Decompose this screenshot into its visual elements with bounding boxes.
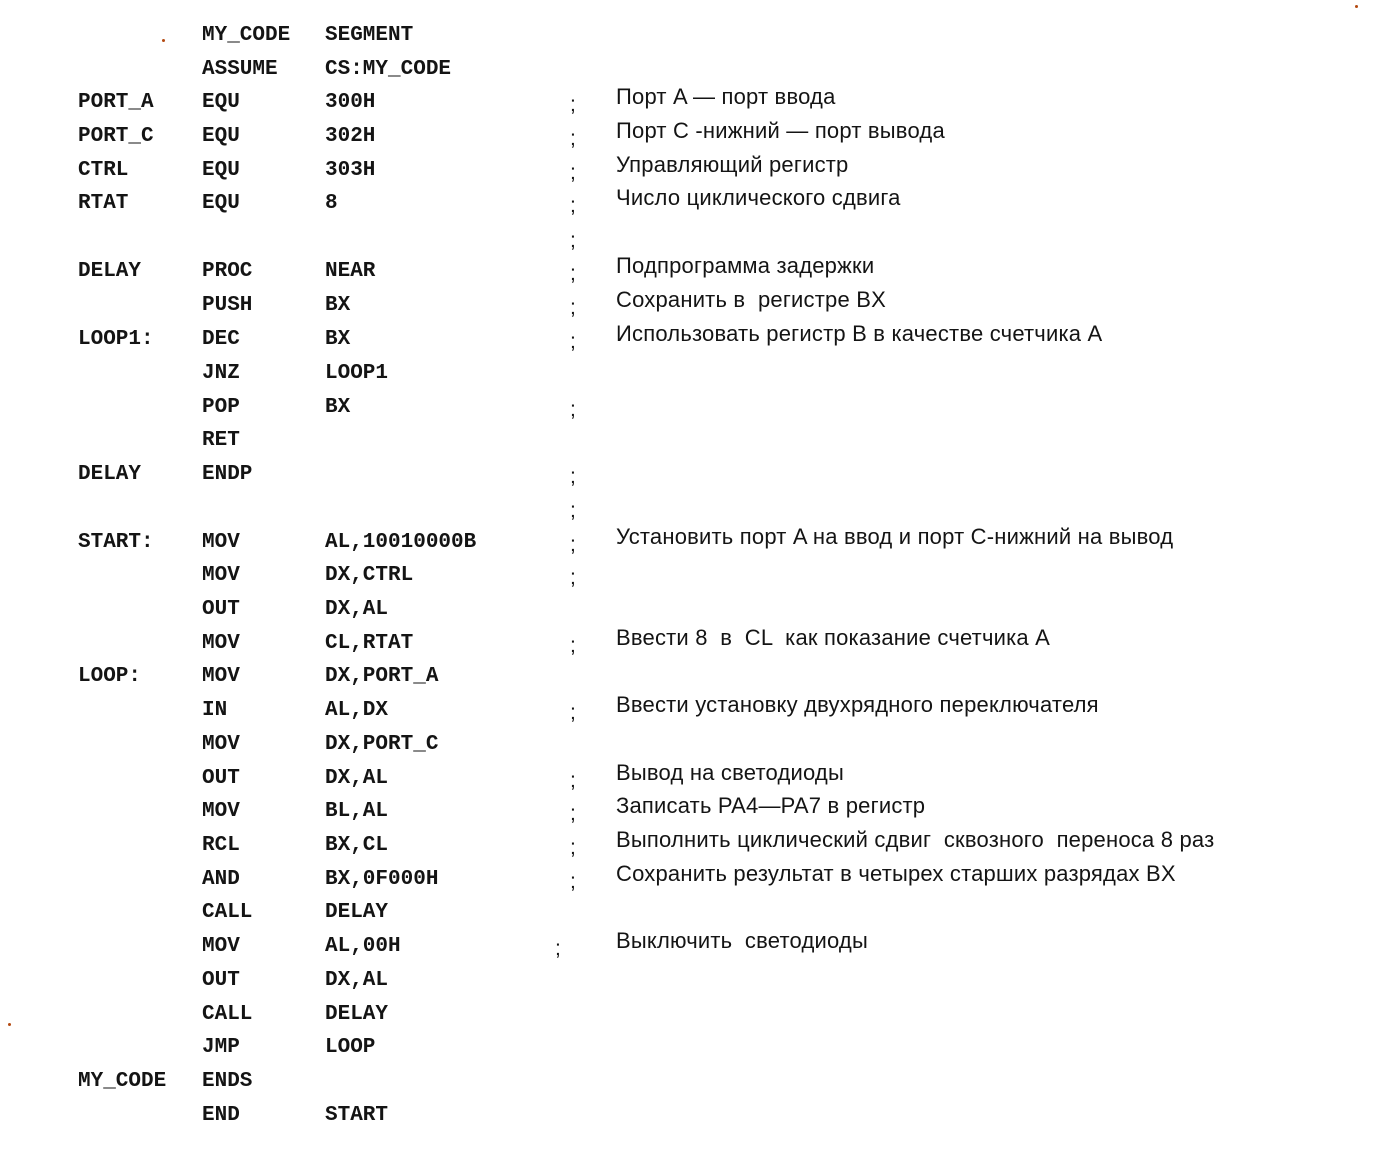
line-mnemonic: ENDS <box>202 1070 253 1093</box>
line-mnemonic: RCL <box>202 834 240 857</box>
line-operand: DX,AL <box>325 598 389 621</box>
line-label: MY_CODE <box>78 1070 167 1093</box>
line-operand: START <box>325 1104 389 1127</box>
line-operand: BX <box>325 396 351 419</box>
line-mnemonic: PUSH <box>202 294 253 317</box>
line-comment: Использовать регистр B в качестве счетчика A <box>616 321 1103 346</box>
line-mnemonic: DEC <box>202 328 240 351</box>
line-mnemonic: PROC <box>202 260 253 283</box>
comment-semicolon: ; <box>570 566 576 589</box>
line-operand: AL,10010000B <box>325 531 477 554</box>
line-mnemonic: RET <box>202 429 240 452</box>
line-operand: DELAY <box>325 901 389 924</box>
line-label: DELAY <box>78 260 142 283</box>
line-mnemonic: EQU <box>202 192 240 215</box>
comment-semicolon: ; <box>555 937 561 960</box>
line-mnemonic: JNZ <box>202 362 240 385</box>
line-mnemonic: POP <box>202 396 240 419</box>
line-comment: Порт C -нижний — порт вывода <box>616 118 945 143</box>
line-mnemonic: MOV <box>202 800 240 823</box>
line-mnemonic: END <box>202 1104 240 1127</box>
line-mnemonic: ASSUME <box>202 58 278 81</box>
code-line <box>0 362 1400 396</box>
line-comment: Вывод на светодиоды <box>616 760 844 785</box>
line-comment: Выключить светодиоды <box>616 928 868 953</box>
line-comment: Установить порт A на ввод и порт C-нижний на вывод <box>616 524 1174 549</box>
line-mnemonic: OUT <box>202 767 240 790</box>
line-comment: Сохранить результат в четырех старших разрядах BX <box>616 861 1176 886</box>
line-comment: Управляющий регистр <box>616 152 849 177</box>
code-line <box>0 692 1400 733</box>
code-line <box>0 24 1400 58</box>
comment-semicolon: ; <box>570 127 576 150</box>
line-operand: BX,0F000H <box>325 868 439 891</box>
line-operand: DELAY <box>325 1003 389 1026</box>
code-line <box>0 321 1400 362</box>
line-mnemonic: CALL <box>202 901 253 924</box>
line-operand: AL,DX <box>325 699 389 722</box>
line-operand: DX,AL <box>325 969 389 992</box>
line-label: PORT_C <box>78 125 154 148</box>
comment-semicolon: ; <box>570 330 576 353</box>
line-mnemonic: MOV <box>202 733 240 756</box>
scan-speck <box>1355 5 1358 8</box>
line-comment: Выполнить циклический сдвиг сквозного переноса 8 раз <box>616 827 1215 852</box>
comment-semicolon: ; <box>570 465 576 488</box>
code-line <box>0 524 1400 565</box>
comment-semicolon: ; <box>570 836 576 859</box>
comment-semicolon: ; <box>570 296 576 319</box>
line-operand: LOOP <box>325 1036 376 1059</box>
line-mnemonic: EQU <box>202 125 240 148</box>
line-mnemonic: EQU <box>202 159 240 182</box>
line-comment: Ввести 8 в CL как показание счетчика A <box>616 625 1051 650</box>
line-mnemonic: JMP <box>202 1036 240 1059</box>
line-operand: 302H <box>325 125 376 148</box>
code-line <box>0 969 1400 1003</box>
line-operand: DX,AL <box>325 767 389 790</box>
line-mnemonic: OUT <box>202 969 240 992</box>
line-label: LOOP: <box>78 665 142 688</box>
line-comment: Подпрограмма задержки <box>616 253 875 278</box>
line-mnemonic: AND <box>202 868 240 891</box>
line-operand: DX,PORT_C <box>325 733 439 756</box>
line-operand: BX,CL <box>325 834 389 857</box>
code-line <box>0 185 1400 226</box>
comment-semicolon: ; <box>570 499 576 522</box>
line-operand: 303H <box>325 159 376 182</box>
comment-semicolon: ; <box>570 634 576 657</box>
line-operand: BL,AL <box>325 800 389 823</box>
comment-semicolon: ; <box>570 161 576 184</box>
line-mnemonic: CALL <box>202 1003 253 1026</box>
code-line <box>0 564 1400 598</box>
comment-semicolon: ; <box>570 870 576 893</box>
comment-semicolon: ; <box>570 93 576 116</box>
line-operand: BX <box>325 294 351 317</box>
line-mnemonic: OUT <box>202 598 240 621</box>
line-mnemonic: MOV <box>202 665 240 688</box>
line-mnemonic: MY_CODE <box>202 24 291 47</box>
line-label: CTRL <box>78 159 129 182</box>
line-operand: BX <box>325 328 351 351</box>
code-line <box>0 396 1400 430</box>
line-label: LOOP1: <box>78 328 154 351</box>
line-mnemonic: MOV <box>202 632 240 655</box>
line-mnemonic: MOV <box>202 935 240 958</box>
comment-semicolon: ; <box>570 194 576 217</box>
code-line <box>0 1036 1400 1070</box>
line-mnemonic: MOV <box>202 564 240 587</box>
scan-speck <box>8 1023 11 1026</box>
code-line <box>0 625 1400 666</box>
comment-semicolon: ; <box>570 769 576 792</box>
comment-semicolon: ; <box>570 701 576 724</box>
line-comment: Порт A — порт ввода <box>616 84 836 109</box>
line-label: DELAY <box>78 463 142 486</box>
comment-semicolon: ; <box>570 802 576 825</box>
code-line <box>0 1104 1400 1138</box>
line-label: PORT_A <box>78 91 154 114</box>
code-line <box>0 1003 1400 1037</box>
comment-semicolon: ; <box>570 262 576 285</box>
comment-semicolon: ; <box>570 398 576 421</box>
line-operand: 300H <box>325 91 376 114</box>
line-operand: DX,PORT_A <box>325 665 439 688</box>
line-operand: SEGMENT <box>325 24 414 47</box>
code-line <box>0 463 1400 497</box>
line-operand: CL,RTAT <box>325 632 414 655</box>
line-operand: 8 <box>325 192 338 215</box>
line-mnemonic: MOV <box>202 531 240 554</box>
line-comment: Ввести установку двухрядного переключателя <box>616 692 1099 717</box>
code-line <box>0 861 1400 902</box>
line-mnemonic: IN <box>202 699 228 722</box>
line-label: RTAT <box>78 192 129 215</box>
comment-semicolon: ; <box>570 533 576 556</box>
comment-semicolon: ; <box>570 229 576 252</box>
scan-speck <box>162 39 165 42</box>
line-label: START: <box>78 531 154 554</box>
code-line <box>0 1070 1400 1104</box>
line-operand: NEAR <box>325 260 376 283</box>
line-operand: CS:MY_CODE <box>325 58 452 81</box>
code-line <box>0 429 1400 463</box>
line-comment: Сохранить в регистре BX <box>616 287 886 312</box>
line-comment: Записать PA4—PA7 в регистр <box>616 793 926 818</box>
line-operand: LOOP1 <box>325 362 389 385</box>
line-mnemonic: ENDP <box>202 463 253 486</box>
line-operand: AL,00H <box>325 935 401 958</box>
line-mnemonic: EQU <box>202 91 240 114</box>
line-comment: Число циклического сдвига <box>616 185 901 210</box>
code-line <box>0 928 1400 969</box>
line-operand: DX,CTRL <box>325 564 414 587</box>
